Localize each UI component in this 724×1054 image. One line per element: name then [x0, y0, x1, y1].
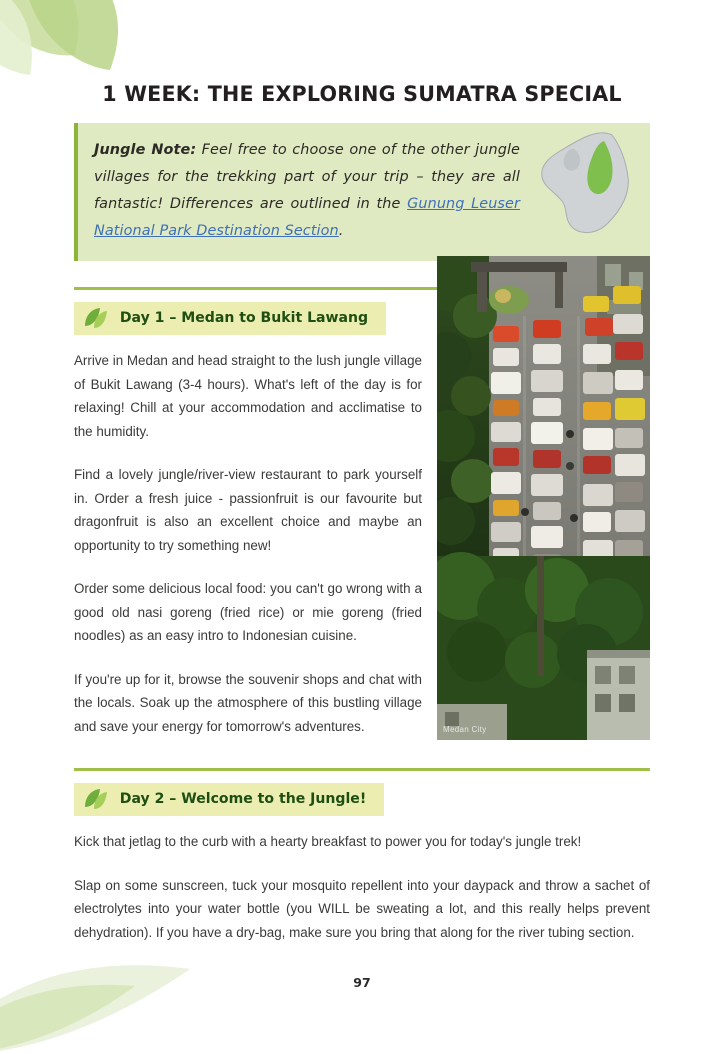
paragraph: Arrive in Medan and head straight to the lush jungle village of Bukit Lawang (3-4 hours). What's left of the day is for relaxing! Chill at your accommodation and acclimatise to the humidity. — [74, 353, 422, 439]
sumatra-island-map-icon — [534, 131, 638, 239]
photo-caption: Medan City — [443, 725, 487, 734]
day-heading-1 — [74, 302, 386, 335]
jungle-note-label: Jungle Note: — [94, 142, 197, 158]
jungle-note-body: Feel free to choose one of the other jungle villages for the trekking part of your trip – they are all fantastic! Differences are outlined in the — [94, 142, 520, 212]
paragraph: Order some delicious local food: you can't go wrong with a good old nasi goreng (fried rice) or mie goreng (fried noodles) as an easy intro to Indonesian cuisine. — [74, 581, 422, 643]
day-2-body — [74, 830, 650, 944]
day-1-body — [74, 349, 422, 738]
medan-city-traffic-photo — [437, 256, 650, 740]
jungle-note-tail: . — [338, 223, 344, 239]
paragraph: Find a lovely jungle/river-view restaurant to park yourself in. Order a fresh juice - passionfruit is our favourite but dragonfruit is also an excellent choice and maybe an opportunity to try something new! — [74, 467, 422, 553]
leaf-icon — [82, 788, 108, 810]
leaf-icon — [82, 307, 108, 329]
paragraph: Slap on some sunscreen, tuck your mosquito repellent into your daypack and throw a sachet of electrolytes into your water bottle (you WILL be sweating a lot, and this really helps prevent dehydration). If you have a dry-bag, make sure you bring that along for the river tubing section. — [74, 877, 650, 940]
jungle-note-text — [94, 137, 520, 245]
section-divider — [74, 768, 650, 771]
page-title: 1 WEEK: THE EXPLORING SUMATRA SPECIAL — [102, 82, 622, 107]
page-number: 97 — [353, 975, 371, 990]
paragraph: If you're up for it, browse the souvenir shops and chat with the locals. Soak up the atmosphere of this bustling village and save your energy for tomorrow's adventures. — [74, 671, 422, 734]
day-heading-1-label: Day 1 – Medan to Bukit Lawang — [119, 310, 369, 326]
day-section-2 — [74, 768, 650, 944]
paragraph: Kick that jetlag to the curb with a hearty breakfast to power you for today's jungle trek! — [74, 834, 582, 849]
day-heading-2-label: Day 2 – Welcome to the Jungle! — [119, 791, 367, 807]
destination-section-link[interactable]: Gunung Leuser National Park Destination Section — [94, 196, 521, 239]
day-heading-2 — [74, 783, 384, 816]
jungle-note-callout — [74, 123, 650, 261]
